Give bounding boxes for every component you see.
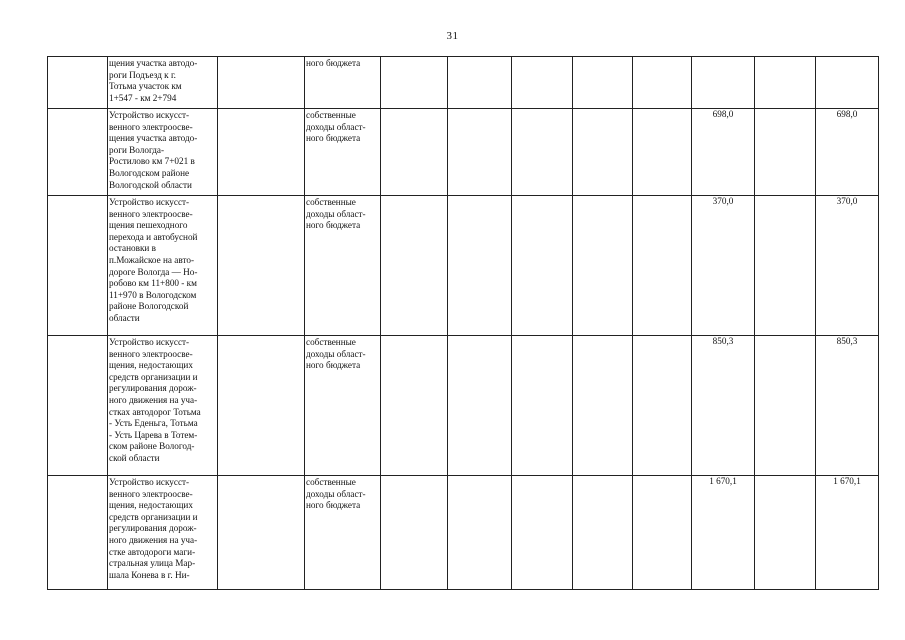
- index-cell: [48, 196, 108, 336]
- empty-cell: [448, 57, 512, 109]
- empty-cell: [448, 476, 512, 590]
- funding-source-cell: [305, 476, 381, 590]
- empty-cell: [633, 336, 692, 476]
- empty-cell: [218, 336, 305, 476]
- funding-source: собственные доходы област- ного бюджета: [306, 477, 366, 511]
- empty-cell: [755, 336, 816, 476]
- object-name: щения участка автодо- роги Подъезд к г. Тотьма участок км 1+547 - км 2+794: [109, 58, 198, 103]
- object-name: Устройство искусст- венного электроосве- щения участка автодо- роги Вологда- Ростилово км 7+021 в Вологодском районе Вологодской области: [109, 110, 198, 190]
- total-cell: 370,0: [816, 196, 879, 336]
- index-cell: [48, 57, 108, 109]
- empty-cell: [573, 196, 633, 336]
- total-cell: 698,0: [816, 109, 879, 196]
- amount-cell: 370,0: [692, 196, 755, 336]
- object-name: Устройство искусст- венного электроосве- щения, недостающих средств организации и регулирования дорож- ного движения на уча- стках автодорог Тотьма - Усть Еденьга, Тотьма - Усть Царева в Тотем- ском районе Вологод- ской области: [109, 337, 201, 463]
- empty-cell: [448, 196, 512, 336]
- object-name-cell: [108, 196, 218, 336]
- funding-source: собственные доходы област- ного бюджета: [306, 197, 366, 231]
- empty-cell: [573, 109, 633, 196]
- index-cell: [48, 109, 108, 196]
- object-name: Устройство искусст- венного электроосве- щения пешеходного перехода и автобусной остановки в п.Можайское на авто- дороге Вологда — Но- робово км 11+800 - км 11+970 в Вологодском районе Вологодской области: [109, 197, 198, 323]
- empty-cell: [573, 336, 633, 476]
- funding-source: собственные доходы област- ного бюджета: [306, 337, 366, 371]
- total-cell: [816, 57, 879, 109]
- empty-cell: [218, 109, 305, 196]
- funding-source: собственные доходы област- ного бюджета: [306, 110, 366, 144]
- empty-cell: [218, 196, 305, 336]
- empty-cell: [512, 196, 573, 336]
- empty-cell: [633, 476, 692, 590]
- total-cell: 850,3: [816, 336, 879, 476]
- amount-cell: 1 670,1: [692, 476, 755, 590]
- empty-cell: [512, 336, 573, 476]
- amount-cell: 698,0: [692, 109, 755, 196]
- amount-cell: [692, 57, 755, 109]
- funding-source-cell: [305, 109, 381, 196]
- empty-cell: [218, 57, 305, 109]
- empty-cell: [381, 109, 448, 196]
- funding-source-cell: [305, 336, 381, 476]
- empty-cell: [755, 196, 816, 336]
- table-row: [48, 57, 879, 109]
- object-name: Устройство искусст- венного электроосве- щения, недостающих средств организации и регулирования дорож- ного движения на уча- стке автодороги маги- стральная улица Мар- шала Конева в г. Ни-: [109, 477, 198, 580]
- empty-cell: [218, 476, 305, 590]
- funding-source-cell: [305, 196, 381, 336]
- funding-source: ного бюджета: [306, 58, 361, 68]
- empty-cell: [573, 476, 633, 590]
- budget-table: [47, 56, 879, 590]
- table-row: [48, 476, 879, 590]
- funding-source-cell: [305, 57, 381, 109]
- table-row: [48, 196, 879, 336]
- object-name-cell: [108, 476, 218, 590]
- empty-cell: [512, 476, 573, 590]
- empty-cell: [381, 57, 448, 109]
- table-row: [48, 109, 879, 196]
- empty-cell: [381, 476, 448, 590]
- empty-cell: [512, 109, 573, 196]
- empty-cell: [633, 109, 692, 196]
- page-number: 31: [446, 30, 459, 42]
- empty-cell: [448, 336, 512, 476]
- empty-cell: [573, 57, 633, 109]
- empty-cell: [755, 109, 816, 196]
- object-name-cell: [108, 109, 218, 196]
- index-cell: [48, 476, 108, 590]
- empty-cell: [633, 57, 692, 109]
- empty-cell: [755, 476, 816, 590]
- empty-cell: [381, 196, 448, 336]
- table-row: [48, 336, 879, 476]
- object-name-cell: [108, 336, 218, 476]
- amount-cell: 850,3: [692, 336, 755, 476]
- index-cell: [48, 336, 108, 476]
- empty-cell: [512, 57, 573, 109]
- empty-cell: [448, 109, 512, 196]
- total-cell: 1 670,1: [816, 476, 879, 590]
- empty-cell: [381, 336, 448, 476]
- empty-cell: [633, 196, 692, 336]
- empty-cell: [755, 57, 816, 109]
- object-name-cell: [108, 57, 218, 109]
